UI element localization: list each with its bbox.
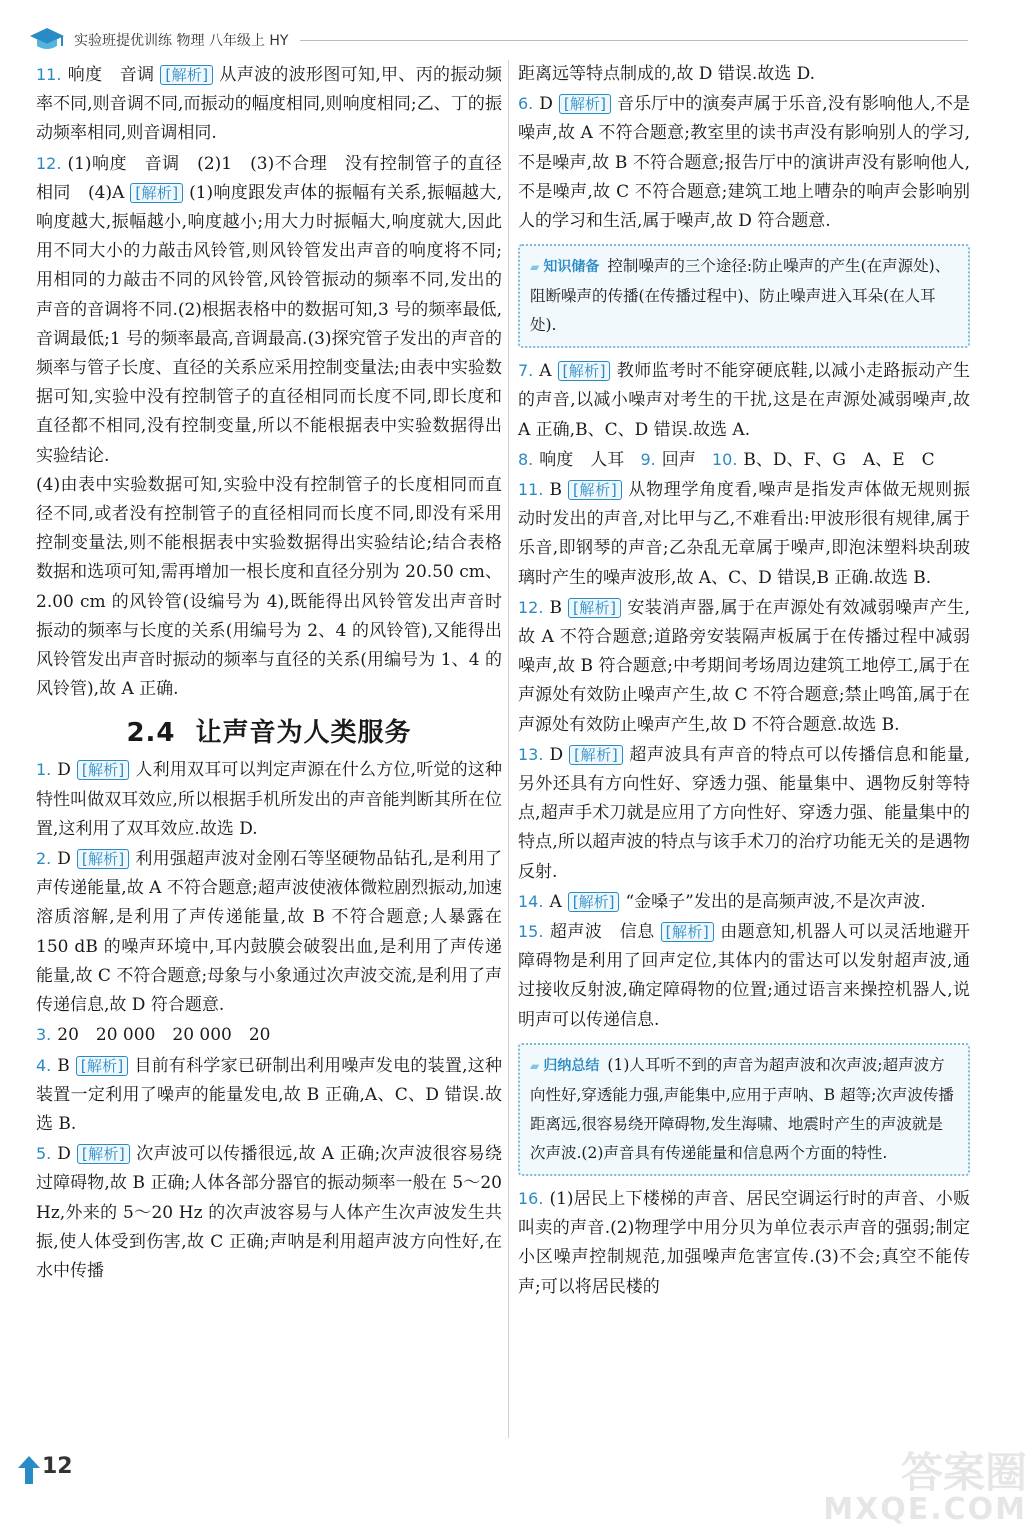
watermark-url: MXQE.COM xyxy=(823,1492,1027,1527)
header-title: 实验班提优训练 物理 八年级上 HY xyxy=(74,33,289,49)
item-analysis: 利用强超声波对金刚石等坚硬物品钻孔,是利用了声传递能量,故 A 不符合题意;超声波使液体微粒剧烈振动,加速溶质溶解,是利用了声传递能量,故 B 不符合题意;人暴露在 150 dB 的噪声环境中,耳内鼓膜会破裂出血,是利用了声传递能量,故 C 不符合题意;母象与小象通过次声波交流,是利用了声传递信息,故 D 符合题意. xyxy=(36,849,502,1016)
knowledge-note xyxy=(518,244,970,348)
item-analysis: (1)响度跟发声体的振幅有关系,振幅越大,响度越大,振幅越小,响度越小;用大力时振幅大,响度就大,因此用不同大小的力敲击风铃管,则风铃管发出声音的响度将不同;用相同的力敲击不同的风铃管,风铃管振动的频率不同,发出的声音的音调将不同.(2)根据表格中的数据可知,3 号的频率最低,音调最低;1 号的频率最高,音调最高.(3)探究管子发出的声音的频率与管子长度、直径的关系应采用控制变量法;由表中实验数据可知,实验中没有控制管子的直径相同而长度不同,即长度和直径都不相同,没有控制变量,所以不能根据表中实验数据得出实验结论. xyxy=(36,182,503,466)
item-number: 7. xyxy=(518,361,534,381)
item-answer: B xyxy=(57,1055,70,1076)
section-number: 2.4 xyxy=(126,718,176,749)
item-number: 8. xyxy=(518,449,534,469)
item-answer: 超声波 信息 xyxy=(549,922,655,943)
item-number: 11. xyxy=(36,65,62,84)
answer-item-14 xyxy=(518,887,970,917)
item-analysis: 距离远等特点制成的,故 D 错误.故选 D. xyxy=(518,64,816,84)
item-analysis: 超声波具有声音的特点可以传播信息和能量,另外还具有方向性好、穿透力强、能量集中、遇物反射等特点,超声手术刀就是应用了方向性好、穿透力强、能量集中的特点,所以超声波的特点与该手术刀的治疗功能无关的是遇物反射. xyxy=(518,744,970,882)
item-answer: (1)响度 音调 (2)1 (3)不合理 没有控制管子的直径相同 (4)A xyxy=(36,153,502,203)
analysis-tag: [解析] xyxy=(77,1144,130,1164)
analysis-tag: [解析] xyxy=(160,65,213,85)
section-name: 让声音为人类服务 xyxy=(195,718,412,749)
item-number: 5. xyxy=(36,1144,52,1164)
item-answer: D xyxy=(539,94,553,115)
answer-item-5-continued xyxy=(518,60,970,89)
item-answer: D xyxy=(57,849,71,870)
answer-item-15 xyxy=(518,917,970,1035)
answer-item-13 xyxy=(518,740,970,887)
section-title xyxy=(36,712,502,749)
analysis-tag: [解析] xyxy=(558,361,611,381)
analysis-tag: [解析] xyxy=(569,745,623,765)
answer-item-4 xyxy=(36,1051,502,1140)
analysis-tag: [解析] xyxy=(568,892,620,912)
item-analysis: 次声波可以传播很远,故 A 正确;次声波很容易绕过障碍物,故 B 正确;人体各部分器官的振动频率一般在 5～20 Hz,外来的 5～20 Hz 的次声波容易与人体产生次声波发生共振,使人体受到伤害,故 C 正确;声呐是利用超声波方向性好,在水中传播 xyxy=(36,1144,502,1281)
item-answer: D xyxy=(57,1144,71,1165)
answer-item-11 xyxy=(518,475,970,593)
item-number: 6. xyxy=(518,94,534,114)
item-analysis: (4)由表中实验数据可知,实验中没有控制管子的长度相同而直径不同,或者没有控制管子的直径相同而长度不同,即没有采用控制变量法,则不能根据表中实验数据得出实验结论;结合表格数据和选项可知,需再增加一根长度和直径分别为 20.50 cm、2.00 cm 的风铃管(设编号为 4),既能得出风铃管发出声音时振动的频率与长度的关系(用编号为 2、4 的风铃管),又能得出风铃管发出声音时振动的频率与直径的关系(用编号为 1、4 的风铃管),故 A 正确. xyxy=(36,474,502,700)
item-analysis: 由题意知,机器人可以灵活地避开障碍物是利用了回声定位,其体内的雷达可以发射超声波,通过接收反射波,确定障碍物的位置;通过语言来操控机器人,说明声可以传递信息. xyxy=(518,922,970,1030)
item-analysis: 目前有科学家已研制出利用噪声发电的装置,这种装置一定利用了噪声的能量发电,故 B 正确,A、C、D 错误.故选 B. xyxy=(36,1055,502,1134)
item-answer: A xyxy=(539,361,552,382)
answer-item-12-part4 xyxy=(36,471,502,705)
item-analysis: (1)居民上下楼梯的声音、居民空调运行时的声音、小贩叫卖的声音.(2)物理学中用分贝为单位表示声音的强弱;制定小区噪声控制规范,加强噪声危害宣传.(3)不会;真空不能传声;可以将居民楼的 xyxy=(518,1188,970,1297)
item-number: 10. xyxy=(711,449,738,469)
item-answer: A xyxy=(549,891,562,912)
analysis-tag: [解析] xyxy=(77,849,129,869)
item-analysis: 从物理学角度看,噪声是指发声体做无规则振动时发出的声音,对比甲与乙,不难看出:甲波形很有规律,属于乐音,即钢琴的声音;乙杂乱无章属于噪声,即泡沫塑料块刮玻璃时产生的噪声波形,故 A、C、D 错误,B 正确.故选 B. xyxy=(518,480,970,588)
item-number: 14. xyxy=(518,891,544,911)
page-number-text: 12 xyxy=(42,1454,73,1479)
page-header xyxy=(28,26,968,56)
answer-item-5 xyxy=(36,1139,502,1286)
page-number xyxy=(18,1454,88,1486)
up-arrow-icon xyxy=(18,1456,40,1484)
item-analysis: 音乐厅中的演奏声属于乐音,没有影响他人,不是噪声,故 A 不符合题意;教室里的读书声没有影响别人的学习,不是噪声,故 B 不符合题意;报告厅中的演讲声没有影响他人,不是噪声,故 C 不符合题意;建筑工地上嘈杂的响声会影响别人的学习和生活,属于噪声,故 D 符合题意. xyxy=(518,94,970,232)
item-analysis: 安装消声器,属于在声源处有效减弱噪声产生,故 A 不符合题意;道路旁安装隔声板属于在传播过程中减弱噪声,故 B 符合题意;中考期间考场周边建筑工地停工,属于在声源处有效防止噪声产生,故 C 不符合题意;禁止鸣笛,属于在声源处有效防止噪声产生,故 D 不符合题意.故选 B. xyxy=(518,597,970,735)
item-number: 3. xyxy=(36,1025,52,1045)
answer-item-3 xyxy=(36,1020,502,1050)
item-answer: D xyxy=(549,744,564,765)
answer-item-7 xyxy=(518,356,970,445)
watermark xyxy=(823,1440,1027,1530)
summary-note xyxy=(518,1043,970,1176)
item-answer: B xyxy=(549,597,562,618)
item-analysis: 从声波的波形图可知,甲、丙的振动频率不同,则音调不同,而振动的幅度相同,则响度相同;乙、丁的振动频率相同,则音调相同. xyxy=(36,65,503,144)
item-number: 4. xyxy=(36,1055,52,1075)
answer-items-8-10 xyxy=(518,445,970,475)
analysis-tag: [解析] xyxy=(568,480,622,500)
item-answer: 响度 音调 xyxy=(67,65,155,85)
analysis-tag: [解析] xyxy=(568,598,621,618)
right-column xyxy=(518,60,970,1302)
answer-item-2 xyxy=(36,844,502,1020)
item-analysis: 人利用双耳可以判定声源在什么方位,听觉的这种特性叫做双耳效应,所以根据手机所发出的声音能判断其所在位置,这利用了双耳效应.故选 D. xyxy=(36,760,502,839)
analysis-tag: [解析] xyxy=(77,760,129,780)
column-divider xyxy=(508,60,509,1438)
answer-item-12 xyxy=(36,149,502,471)
left-column xyxy=(36,60,502,1286)
item-answer: 回声 xyxy=(661,449,696,470)
answer-item-12 xyxy=(518,593,970,740)
item-number: 12. xyxy=(36,153,62,173)
graduation-cap-icon xyxy=(28,26,66,52)
header-rule xyxy=(300,40,968,41)
item-answer: 响度 人耳 xyxy=(539,449,625,470)
answer-item-1 xyxy=(36,755,502,844)
analysis-tag: [解析] xyxy=(661,922,714,942)
note-text: 控制噪声的三个途径:防止噪声的产生(在声源处)、阻断噪声的传播(在传播过程中)、防止噪声进入耳朵(在人耳处). xyxy=(530,257,951,335)
note-label: ▰ 归纳总结 xyxy=(530,1058,599,1074)
item-answer: B、D、F、G A、E C xyxy=(743,449,935,470)
note-label: ▰ 知识储备 xyxy=(530,259,599,275)
item-answer: B xyxy=(549,480,562,501)
item-answer: D xyxy=(57,760,71,781)
item-number: 1. xyxy=(36,760,52,780)
item-number: 16. xyxy=(518,1188,544,1208)
item-number: 12. xyxy=(518,597,544,617)
item-number: 2. xyxy=(36,849,52,869)
answer-item-11 xyxy=(36,60,502,149)
item-answer: 20 20 000 20 000 20 xyxy=(57,1025,271,1046)
analysis-tag: [解析] xyxy=(76,1056,128,1076)
note-text: (1)人耳听不到的声音为超声波和次声波;超声波方向性好,穿透能力强,声能集中,应用于声呐、B 超等;次声波传播距离远,很容易绕开障碍物,发生海啸、地震时产生的声波就是次声波.(2)声音具有传递能量和信息两个方面的特性. xyxy=(530,1055,954,1162)
watermark-text: 答案圈 xyxy=(900,1448,1027,1497)
analysis-tag: [解析] xyxy=(130,183,183,203)
item-analysis: 教师监考时不能穿硬底鞋,以减小走路振动产生的声音,以减小噪声对考生的干扰,这是在声源处减弱噪声,故 A 正确,B、C、D 错误.故选 A. xyxy=(518,361,970,440)
item-analysis: “金嗓子”发出的是高频声波,不是次声波. xyxy=(625,891,926,912)
answer-item-16 xyxy=(518,1184,970,1302)
answer-item-6 xyxy=(518,89,970,236)
item-number: 15. xyxy=(518,922,544,942)
item-number: 13. xyxy=(518,744,544,764)
item-number: 11. xyxy=(518,480,544,500)
analysis-tag: [解析] xyxy=(559,94,611,114)
item-number: 9. xyxy=(640,449,656,469)
